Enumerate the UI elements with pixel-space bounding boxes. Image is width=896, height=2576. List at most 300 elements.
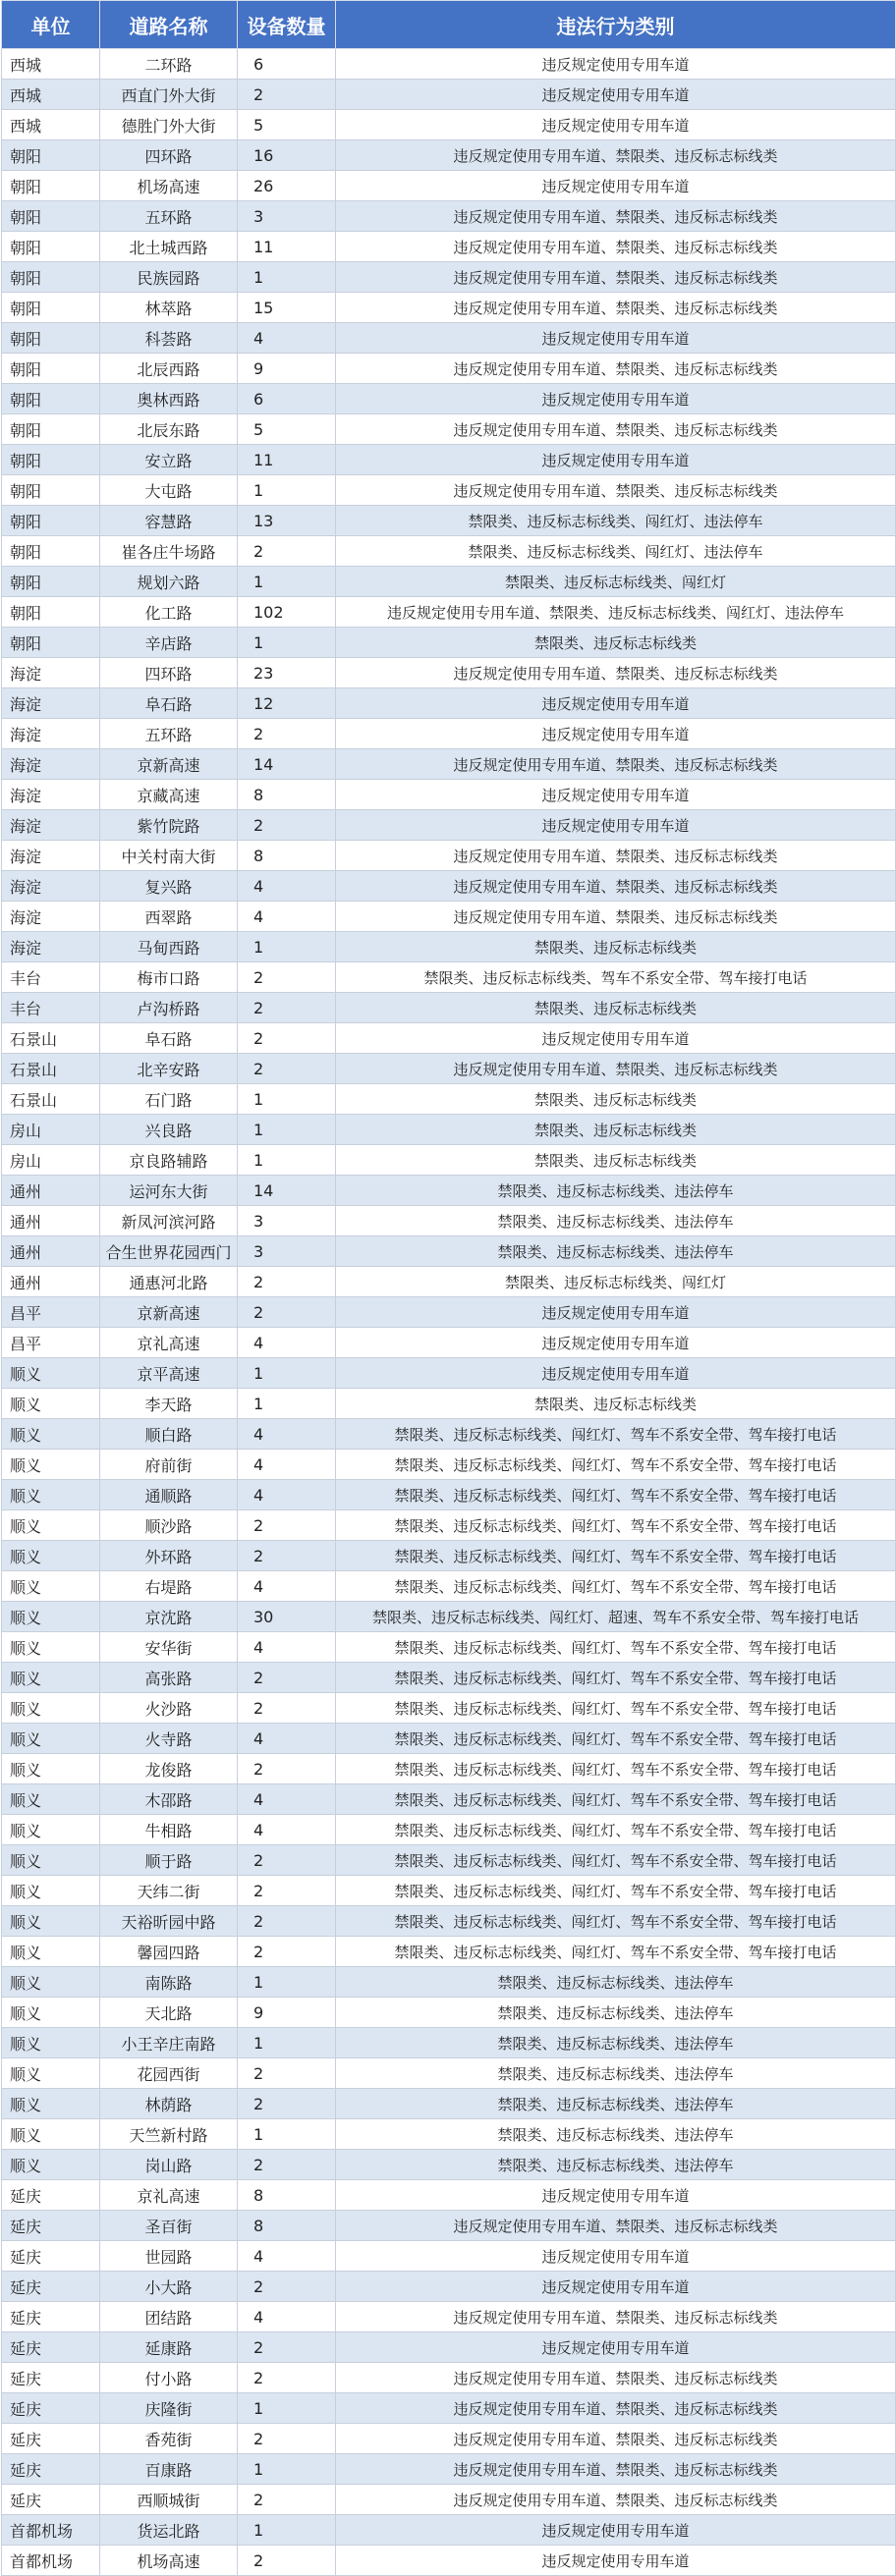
table-row	[2, 2546, 896, 2576]
cell-unit: 朝阳	[2, 597, 100, 628]
cell-device-count: 2	[238, 962, 336, 993]
table-row	[2, 2424, 896, 2454]
cell-violation-category: 禁限类、违反标志标线类、闯红灯、驾车不系安全带、驾车接打电话	[336, 1419, 896, 1450]
cell-device-count: 8	[238, 841, 336, 871]
cell-violation-category: 违反规定使用专用车道、禁限类、违反标志标线类	[336, 749, 896, 780]
cell-violation-category: 禁限类、违反标志标线类、违法停车	[336, 2058, 896, 2089]
cell-unit: 朝阳	[2, 445, 100, 475]
cell-device-count: 4	[238, 1571, 336, 1602]
cell-violation-category: 违反规定使用专用车道	[336, 171, 896, 201]
table-row	[2, 1389, 896, 1419]
cell-violation-category: 禁限类、违反标志标线类、违法停车	[336, 2150, 896, 2180]
cell-unit: 通州	[2, 1267, 100, 1297]
cell-violation-category: 禁限类、违反标志标线类、闯红灯、驾车不系安全带、驾车接打电话	[336, 1906, 896, 1937]
cell-road-name: 崔各庄牛场路	[100, 536, 238, 567]
table-row	[2, 1145, 896, 1176]
cell-violation-category: 违反规定使用专用车道	[336, 2515, 896, 2546]
cell-road-name: 顺白路	[100, 1419, 238, 1450]
cell-road-name: 北辰东路	[100, 414, 238, 445]
cell-device-count: 4	[238, 2241, 336, 2272]
cell-road-name: 京良路辅路	[100, 1145, 238, 1176]
table-row	[2, 2393, 896, 2424]
cell-road-name: 通惠河北路	[100, 1267, 238, 1297]
table-row	[2, 932, 896, 962]
cell-device-count: 2	[238, 1876, 336, 1906]
cell-device-count: 8	[238, 2211, 336, 2241]
cell-device-count: 6	[238, 384, 336, 414]
header-violation-category: 违法行为类别	[336, 1, 896, 49]
cell-road-name: 马甸西路	[100, 932, 238, 962]
table-row	[2, 871, 896, 902]
cell-unit: 首都机场	[2, 2515, 100, 2546]
cell-unit: 朝阳	[2, 536, 100, 567]
cell-road-name: 京沈路	[100, 1602, 238, 1632]
table-row	[2, 1206, 896, 1236]
cell-violation-category: 违反规定使用专用车道、禁限类、违反标志标线类	[336, 1054, 896, 1084]
table-row	[2, 262, 896, 293]
cell-device-count: 2	[238, 1845, 336, 1876]
table-row	[2, 1845, 896, 1876]
cell-unit: 顺义	[2, 1967, 100, 1998]
cell-device-count: 2	[238, 1054, 336, 1084]
cell-unit: 延庆	[2, 2485, 100, 2515]
cell-road-name: 西直门外大街	[100, 80, 238, 110]
cell-device-count: 1	[238, 2454, 336, 2485]
table-row	[2, 1906, 896, 1937]
cell-violation-category: 禁限类、违反标志标线类、闯红灯、超速、驾车不系安全带、驾车接打电话	[336, 1602, 896, 1632]
cell-unit: 顺义	[2, 1358, 100, 1389]
cell-road-name: 兴良路	[100, 1115, 238, 1145]
cell-device-count: 3	[238, 1206, 336, 1236]
cell-device-count: 4	[238, 323, 336, 354]
cell-road-name: 龙俊路	[100, 1754, 238, 1784]
cell-unit: 顺义	[2, 1754, 100, 1784]
cell-unit: 朝阳	[2, 323, 100, 354]
cell-device-count: 4	[238, 871, 336, 902]
table-row	[2, 2515, 896, 2546]
cell-violation-category: 违反规定使用专用车道	[336, 110, 896, 140]
cell-violation-category: 违反规定使用专用车道	[336, 780, 896, 810]
table-row	[2, 2302, 896, 2332]
cell-unit: 顺义	[2, 1998, 100, 2028]
cell-device-count: 5	[238, 110, 336, 140]
table-row	[2, 1937, 896, 1967]
cell-unit: 顺义	[2, 1419, 100, 1450]
cell-violation-category: 禁限类、违反标志标线类、违法停车	[336, 2119, 896, 2150]
cell-unit: 顺义	[2, 2028, 100, 2058]
cell-road-name: 辛店路	[100, 628, 238, 658]
cell-road-name: 梅市口路	[100, 962, 238, 993]
cell-unit: 海淀	[2, 902, 100, 932]
cell-violation-category: 禁限类、违反标志标线类、闯红灯、驾车不系安全带、驾车接打电话	[336, 1784, 896, 1815]
cell-device-count: 8	[238, 2180, 336, 2211]
cell-device-count: 4	[238, 1480, 336, 1510]
cell-violation-category: 违反规定使用专用车道、禁限类、违反标志标线类	[336, 2363, 896, 2393]
cell-road-name: 通顺路	[100, 1480, 238, 1510]
cell-unit: 朝阳	[2, 506, 100, 536]
cell-device-count: 15	[238, 293, 336, 323]
cell-road-name: 庆隆街	[100, 2393, 238, 2424]
cell-road-name: 北土城西路	[100, 232, 238, 262]
cell-device-count: 4	[238, 1328, 336, 1358]
cell-road-name: 四环路	[100, 658, 238, 688]
table-row	[2, 2241, 896, 2272]
cell-violation-category: 禁限类、违反标志标线类、闯红灯、驾车不系安全带、驾车接打电话	[336, 1693, 896, 1724]
cell-unit: 丰台	[2, 962, 100, 993]
cell-unit: 顺义	[2, 1906, 100, 1937]
table-row	[2, 1419, 896, 1450]
table-row	[2, 2454, 896, 2485]
table-row	[2, 2089, 896, 2119]
cell-device-count: 12	[238, 688, 336, 719]
cell-road-name: 牛相路	[100, 1815, 238, 1845]
table-row	[2, 1084, 896, 1115]
cell-violation-category: 禁限类、违反标志标线类	[336, 993, 896, 1023]
cell-device-count: 4	[238, 1724, 336, 1754]
cell-violation-category: 禁限类、违反标志标线类、闯红灯	[336, 1267, 896, 1297]
table-row	[2, 140, 896, 171]
cell-violation-category: 违反规定使用专用车道	[336, 2241, 896, 2272]
cell-road-name: 京礼高速	[100, 1328, 238, 1358]
cell-violation-category: 禁限类、违反标志标线类、闯红灯、驾车不系安全带、驾车接打电话	[336, 1510, 896, 1541]
table-row	[2, 232, 896, 262]
cell-device-count: 3	[238, 1236, 336, 1267]
cell-violation-category: 违反规定使用专用车道	[336, 2546, 896, 2576]
cell-device-count: 2	[238, 1906, 336, 1937]
cell-violation-category: 违反规定使用专用车道	[336, 1358, 896, 1389]
cell-unit: 顺义	[2, 1389, 100, 1419]
cell-violation-category: 禁限类、违反标志标线类	[336, 1389, 896, 1419]
cell-unit: 海淀	[2, 658, 100, 688]
cell-unit: 房山	[2, 1145, 100, 1176]
cell-violation-category: 禁限类、违反标志标线类、闯红灯、驾车不系安全带、驾车接打电话	[336, 1815, 896, 1845]
cell-device-count: 2	[238, 1541, 336, 1571]
cell-device-count: 8	[238, 780, 336, 810]
cell-road-name: 奥林西路	[100, 384, 238, 414]
cell-device-count: 1	[238, 628, 336, 658]
table-row	[2, 1602, 896, 1632]
cell-violation-category: 违反规定使用专用车道	[336, 1023, 896, 1054]
cell-unit: 丰台	[2, 993, 100, 1023]
table-row	[2, 1023, 896, 1054]
table-row	[2, 1754, 896, 1784]
cell-road-name: 机场高速	[100, 171, 238, 201]
table-row	[2, 1358, 896, 1389]
cell-unit: 顺义	[2, 1937, 100, 1967]
table-row	[2, 749, 896, 780]
cell-violation-category: 禁限类、违反标志标线类、闯红灯、驾车不系安全带、驾车接打电话	[336, 1876, 896, 1906]
cell-device-count: 1	[238, 1358, 336, 1389]
cell-device-count: 1	[238, 2393, 336, 2424]
cell-violation-category: 禁限类、违反标志标线类、闯红灯、驾车不系安全带、驾车接打电话	[336, 1845, 896, 1876]
cell-road-name: 付小路	[100, 2363, 238, 2393]
cell-road-name: 木邵路	[100, 1784, 238, 1815]
table-row	[2, 1480, 896, 1510]
cell-device-count: 4	[238, 1450, 336, 1480]
table-row	[2, 658, 896, 688]
cell-unit: 西城	[2, 80, 100, 110]
cell-road-name: 小大路	[100, 2272, 238, 2302]
cell-unit: 海淀	[2, 688, 100, 719]
cell-violation-category: 违反规定使用专用车道	[336, 384, 896, 414]
cell-violation-category: 违反规定使用专用车道、禁限类、违反标志标线类	[336, 201, 896, 232]
cell-road-name: 中关村南大街	[100, 841, 238, 871]
cell-road-name: 火沙路	[100, 1693, 238, 1724]
cell-device-count: 1	[238, 2515, 336, 2546]
cell-device-count: 14	[238, 1176, 336, 1206]
table-row	[2, 1724, 896, 1754]
table-row	[2, 2332, 896, 2363]
cell-violation-category: 违反规定使用专用车道、禁限类、违反标志标线类、闯红灯、违法停车	[336, 597, 896, 628]
cell-unit: 延庆	[2, 2302, 100, 2332]
table-row	[2, 1693, 896, 1724]
cell-violation-category: 违反规定使用专用车道、禁限类、违反标志标线类	[336, 2302, 896, 2332]
cell-road-name: 京新高速	[100, 1297, 238, 1328]
table-row	[2, 1054, 896, 1084]
cell-device-count: 2	[238, 1267, 336, 1297]
table-row	[2, 475, 896, 506]
table-body	[2, 49, 896, 2576]
cell-violation-category: 禁限类、违反标志标线类、闯红灯、驾车不系安全带、驾车接打电话	[336, 1632, 896, 1663]
cell-violation-category: 违反规定使用专用车道	[336, 688, 896, 719]
table-row	[2, 2119, 896, 2150]
cell-road-name: 林萃路	[100, 293, 238, 323]
cell-violation-category: 违反规定使用专用车道	[336, 2272, 896, 2302]
cell-violation-category: 违反规定使用专用车道、禁限类、违反标志标线类	[336, 140, 896, 171]
table-row	[2, 1815, 896, 1845]
table-row	[2, 536, 896, 567]
cell-device-count: 6	[238, 49, 336, 80]
cell-unit: 朝阳	[2, 414, 100, 445]
cell-device-count: 23	[238, 658, 336, 688]
cell-device-count: 1	[238, 1967, 336, 1998]
cell-device-count: 14	[238, 749, 336, 780]
table-row	[2, 1115, 896, 1145]
cell-violation-category: 禁限类、违反标志标线类	[336, 628, 896, 658]
cell-road-name: 京新高速	[100, 749, 238, 780]
cell-road-name: 阜石路	[100, 1023, 238, 1054]
cell-unit: 顺义	[2, 2150, 100, 2180]
table-row	[2, 1876, 896, 1906]
cell-unit: 顺义	[2, 1632, 100, 1663]
table-row	[2, 2058, 896, 2089]
cell-violation-category: 禁限类、违反标志标线类、闯红灯、驾车不系安全带、驾车接打电话	[336, 1480, 896, 1510]
cell-unit: 顺义	[2, 1784, 100, 1815]
cell-device-count: 1	[238, 2119, 336, 2150]
cell-device-count: 1	[238, 1115, 336, 1145]
cell-unit: 海淀	[2, 932, 100, 962]
cell-road-name: 卢沟桥路	[100, 993, 238, 1023]
cell-violation-category: 禁限类、违反标志标线类、闯红灯、驾车不系安全带、驾车接打电话	[336, 1663, 896, 1693]
cell-road-name: 民族园路	[100, 262, 238, 293]
cell-unit: 顺义	[2, 2089, 100, 2119]
cell-unit: 朝阳	[2, 475, 100, 506]
table-row	[2, 384, 896, 414]
cell-unit: 海淀	[2, 810, 100, 841]
cell-unit: 延庆	[2, 2272, 100, 2302]
cell-unit: 朝阳	[2, 628, 100, 658]
cell-road-name: 岗山路	[100, 2150, 238, 2180]
cell-unit: 延庆	[2, 2241, 100, 2272]
cell-device-count: 2	[238, 2089, 336, 2119]
cell-unit: 顺义	[2, 1480, 100, 1510]
cell-violation-category: 违反规定使用专用车道、禁限类、违反标志标线类	[336, 475, 896, 506]
cell-device-count: 2	[238, 2424, 336, 2454]
table-row	[2, 1328, 896, 1358]
table-row	[2, 110, 896, 140]
cell-violation-category: 违反规定使用专用车道、禁限类、违反标志标线类	[336, 293, 896, 323]
table-row	[2, 597, 896, 628]
table-row	[2, 993, 896, 1023]
table-row	[2, 688, 896, 719]
cell-device-count: 3	[238, 201, 336, 232]
cell-unit: 顺义	[2, 1450, 100, 1480]
cell-unit: 延庆	[2, 2363, 100, 2393]
cell-violation-category: 禁限类、违反标志标线类、违法停车	[336, 2028, 896, 2058]
cell-unit: 朝阳	[2, 232, 100, 262]
cell-device-count: 1	[238, 262, 336, 293]
cell-violation-category: 违反规定使用专用车道	[336, 1297, 896, 1328]
cell-violation-category: 禁限类、违反标志标线类、闯红灯、驾车不系安全带、驾车接打电话	[336, 1754, 896, 1784]
cell-unit: 顺义	[2, 1876, 100, 1906]
cell-road-name: 顺于路	[100, 1845, 238, 1876]
cell-road-name: 德胜门外大街	[100, 110, 238, 140]
cell-road-name: 北辛安路	[100, 1054, 238, 1084]
cell-violation-category: 禁限类、违反标志标线类、闯红灯、驾车不系安全带、驾车接打电话	[336, 1450, 896, 1480]
cell-violation-category: 禁限类、违反标志标线类、违法停车	[336, 1206, 896, 1236]
table-row	[2, 293, 896, 323]
cell-road-name: 西顺城街	[100, 2485, 238, 2515]
cell-unit: 西城	[2, 49, 100, 80]
cell-device-count: 1	[238, 2028, 336, 2058]
cell-violation-category: 违反规定使用专用车道、禁限类、违反标志标线类	[336, 2211, 896, 2241]
table-row	[2, 80, 896, 110]
cell-road-name: 府前街	[100, 1450, 238, 1480]
table-row	[2, 1998, 896, 2028]
table-row	[2, 201, 896, 232]
cell-device-count: 2	[238, 1510, 336, 1541]
cell-road-name: 圣百街	[100, 2211, 238, 2241]
table-row	[2, 506, 896, 536]
cell-device-count: 102	[238, 597, 336, 628]
cell-road-name: 京藏高速	[100, 780, 238, 810]
cell-road-name: 货运北路	[100, 2515, 238, 2546]
cell-violation-category: 违反规定使用专用车道、禁限类、违反标志标线类	[336, 2454, 896, 2485]
cell-violation-category: 违反规定使用专用车道、禁限类、违反标志标线类	[336, 414, 896, 445]
cell-road-name: 百康路	[100, 2454, 238, 2485]
header-unit: 单位	[2, 1, 100, 49]
header-road-name: 道路名称	[100, 1, 238, 49]
cell-device-count: 2	[238, 1023, 336, 1054]
table-row	[2, 902, 896, 932]
header-device-count: 设备数量	[238, 1, 336, 49]
cell-violation-category: 违反规定使用专用车道、禁限类、违反标志标线类	[336, 232, 896, 262]
cell-unit: 延庆	[2, 2332, 100, 2363]
cell-road-name: 合生世界花园西门	[100, 1236, 238, 1267]
table-row	[2, 2150, 896, 2180]
table-row	[2, 1297, 896, 1328]
cell-device-count: 1	[238, 567, 336, 597]
cell-unit: 昌平	[2, 1297, 100, 1328]
cell-unit: 昌平	[2, 1328, 100, 1358]
cell-violation-category: 禁限类、违反标志标线类	[336, 1145, 896, 1176]
cell-violation-category: 禁限类、违反标志标线类、闯红灯	[336, 567, 896, 597]
cell-violation-category: 禁限类、违反标志标线类、闯红灯、驾车不系安全带、驾车接打电话	[336, 1571, 896, 1602]
table-row	[2, 171, 896, 201]
table-row	[2, 962, 896, 993]
cell-violation-category: 违反规定使用专用车道、禁限类、违反标志标线类	[336, 354, 896, 384]
cell-violation-category: 违反规定使用专用车道	[336, 80, 896, 110]
cell-violation-category: 违反规定使用专用车道	[336, 1328, 896, 1358]
cell-violation-category: 禁限类、违反标志标线类、违法停车	[336, 2089, 896, 2119]
cell-unit: 延庆	[2, 2454, 100, 2485]
cell-device-count: 2	[238, 2272, 336, 2302]
cell-road-name: 石门路	[100, 1084, 238, 1115]
cell-unit: 石景山	[2, 1084, 100, 1115]
cell-unit: 朝阳	[2, 354, 100, 384]
cell-device-count: 4	[238, 2302, 336, 2332]
cell-device-count: 4	[238, 902, 336, 932]
cell-violation-category: 禁限类、违反标志标线类、闯红灯、驾车不系安全带、驾车接打电话	[336, 1937, 896, 1967]
cell-road-name: 新凤河滨河路	[100, 1206, 238, 1236]
cell-unit: 顺义	[2, 2119, 100, 2150]
cell-device-count: 2	[238, 80, 336, 110]
cell-road-name: 团结路	[100, 2302, 238, 2332]
cell-unit: 朝阳	[2, 567, 100, 597]
cell-unit: 海淀	[2, 780, 100, 810]
cell-violation-category: 禁限类、违反标志标线类、违法停车	[336, 1967, 896, 1998]
cell-device-count: 2	[238, 2363, 336, 2393]
cell-violation-category: 禁限类、违反标志标线类、闯红灯、违法停车	[336, 506, 896, 536]
cell-road-name: 容慧路	[100, 506, 238, 536]
cell-violation-category: 违反规定使用专用车道、禁限类、违反标志标线类	[336, 2424, 896, 2454]
table-row	[2, 841, 896, 871]
cell-violation-category: 禁限类、违反标志标线类、闯红灯、驾车不系安全带、驾车接打电话	[336, 1724, 896, 1754]
cell-unit: 朝阳	[2, 384, 100, 414]
cell-device-count: 2	[238, 810, 336, 841]
cell-road-name: 天裕昕园中路	[100, 1906, 238, 1937]
cell-device-count: 2	[238, 1754, 336, 1784]
cell-road-name: 南陈路	[100, 1967, 238, 1998]
cell-road-name: 机场高速	[100, 2546, 238, 2576]
cell-violation-category: 违反规定使用专用车道	[336, 2332, 896, 2363]
cell-unit: 延庆	[2, 2393, 100, 2424]
cell-device-count: 4	[238, 1815, 336, 1845]
table-row	[2, 2028, 896, 2058]
cell-road-name: 世园路	[100, 2241, 238, 2272]
cell-device-count: 2	[238, 536, 336, 567]
cell-road-name: 大屯路	[100, 475, 238, 506]
cell-road-name: 小王辛庄南路	[100, 2028, 238, 2058]
cell-road-name: 右堤路	[100, 1571, 238, 1602]
cell-road-name: 紫竹院路	[100, 810, 238, 841]
table-row	[2, 414, 896, 445]
cell-road-name: 天北路	[100, 1998, 238, 2028]
cell-road-name: 复兴路	[100, 871, 238, 902]
cell-device-count: 1	[238, 1084, 336, 1115]
cell-road-name: 延康路	[100, 2332, 238, 2363]
cell-device-count: 2	[238, 1693, 336, 1724]
cell-unit: 海淀	[2, 749, 100, 780]
cell-road-name: 安立路	[100, 445, 238, 475]
table-row	[2, 1632, 896, 1663]
cell-device-count: 4	[238, 1784, 336, 1815]
cell-device-count: 2	[238, 2058, 336, 2089]
cell-device-count: 2	[238, 1937, 336, 1967]
cell-unit: 顺义	[2, 2058, 100, 2089]
cell-device-count: 11	[238, 445, 336, 475]
cell-unit: 朝阳	[2, 293, 100, 323]
